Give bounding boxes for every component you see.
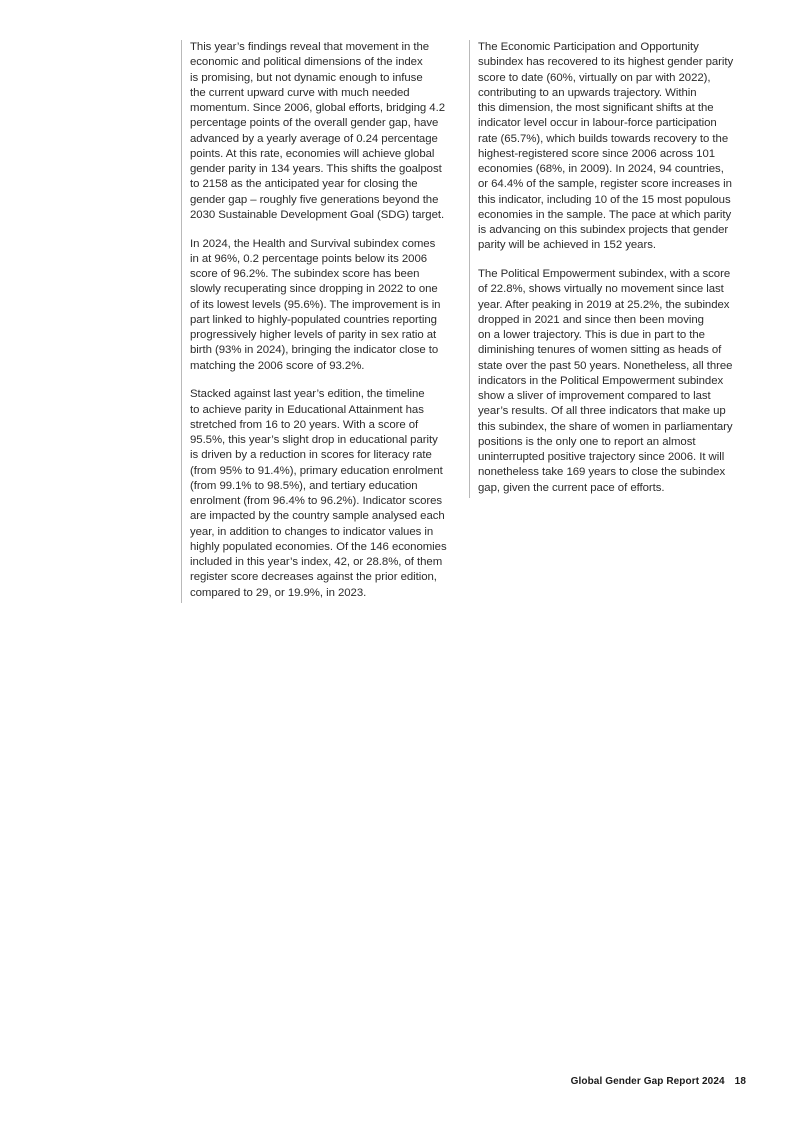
page-footer: [571, 1076, 746, 1087]
footer-report-title: Global Gender Gap Report 2024: [570, 1076, 725, 1087]
paragraph-health-survival: In 2024, the Health and Survival subindex comes in at 96%, 0.2 percentage points below its 2006 score of 96.2%. The subindex score has been slowly recuperating since dropping in 2022 to one of its lowest levels (95.6%). The improvement is in part linked to highly-populated countries reporting progressively higher levels of parity in sex ratio at birth (93% in 2024), bringing the indicator close to matching the 2006 score of 93.2%.: [190, 237, 441, 372]
page-number: 18: [734, 1076, 746, 1087]
paragraph-educational-attainment: Stacked against last year’s edition, the timeline to achieve parity in Educational Attainment has stretched from 16 to 20 years. With a score of 95.5%, this year’s slight drop in educational parity is driven by a reduction in scores for literacy rate (from 95% to 91.4%), primary education enrolment (from 99.1% to 98.5%), and tertiary education enrolment (from 96.4% to 96.2%). Indicator scores are impacted by the country sample analysed each year, in addition to changes to indicator values in highly populated economies. Of the 146 economies included in this year’s index, 42, or 28.8%, of them register score decreases against the prior edition, compared to 29, or 19.9%, in 2023.: [190, 388, 447, 599]
left-text-column: [181, 40, 465, 603]
right-text-column: [469, 40, 753, 498]
paragraph-political-empowerment: The Political Empowerment subindex, with a score of 22.8%, shows virtually no movement since last year. After peaking in 2019 at 25.2%, the subindex dropped in 2021 and since then been moving on a lower trajectory. This is due in part to the diminishing tenures of women sitting as heads of state over the past 50 years. Nonetheless, all three indicators in the Political Empowerment subindex show a sliver of improvement compared to last year’s results. Of all three indicators that make up this subindex, the share of women in parliamentary positions is the only one to report an almost uninterrupted positive trajectory since 2006. It will nonetheless take 169 years to close the subindex gap, given the current pace of efforts.: [478, 268, 733, 494]
paragraph-economic-participation: The Economic Participation and Opportunity subindex has recovered to its highest gender parity score to date (60%, virtually on par with 2022), contributing to an upwards trajectory. Within this dimension, the most significant shifts at the indicator level occur in labour-force participation rate (65.7%), which builds towards recovery to the highest-registered score since 2006 across 101 economies (68%, in 2009). In 2024, 94 countries, or 64.4% of the sample, register score increases in this indicator, including 10 of the 15 most populous economies in the sample. The pace at which parity is advancing on this subindex projects that gender parity will be achieved in 152 years.: [478, 41, 734, 252]
paragraph-global-findings: This year’s findings reveal that movement in the economic and political dimensions of the index is promising, but not dynamic enough to infuse the current upward curve with much needed momentum. Since 2006, global efforts, bridging 4.2 percentage points of the overall gender gap, have advanced by a yearly average of 0.24 percentage points. At this rate, economies will achieve global gender parity in 134 years. This shifts the goalpost to 2158 as the anticipated year for closing the gender gap – roughly five generations beyond the 2030 Sustainable Development Goal (SDG) target.: [190, 41, 445, 221]
